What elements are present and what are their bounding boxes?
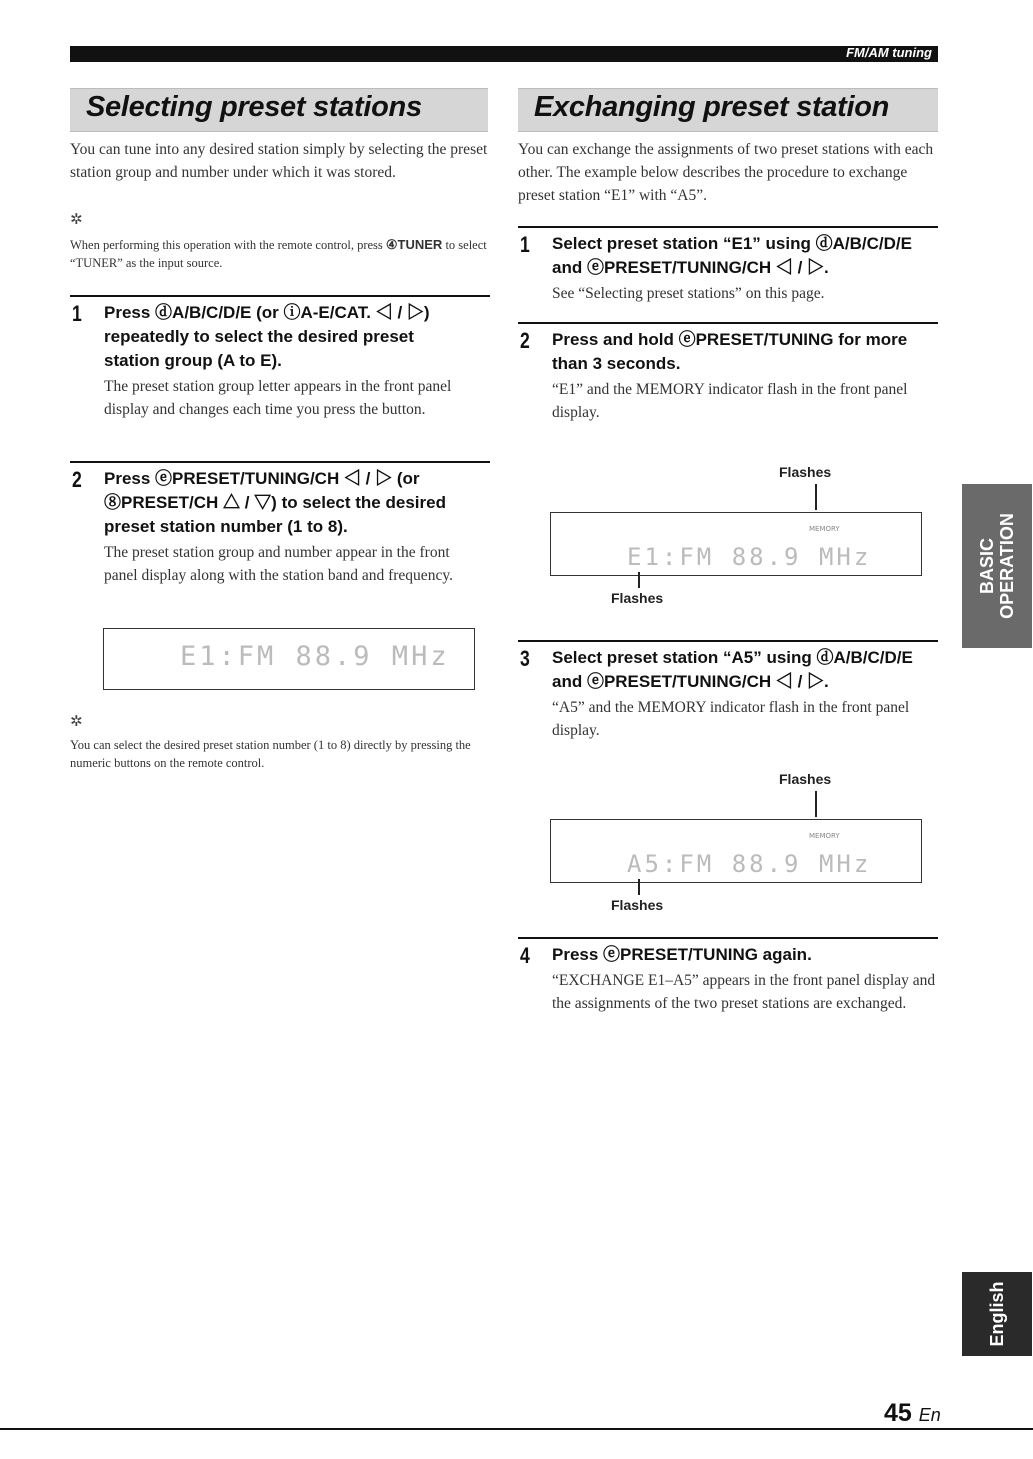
side-tab-label: BASIC OPERATION [977,513,1017,619]
flashes-label: Flashes [611,897,664,913]
step-description: “A5” and the MEMORY indicator flash in the front panel display. [552,699,910,739]
callout-line [638,879,640,895]
side-tab-label: English [987,1281,1007,1347]
memory-indicator: MEMORY [809,832,840,840]
step-number: 1 [72,301,82,326]
flashes-label: Flashes [611,590,664,606]
tip-1-key: ④TUNER [385,237,443,252]
step-description: The preset station group letter appears in the front panel display and changes each time you press the button. [104,378,452,418]
tip-1-pre: When performing this operation with the remote control, press [70,238,383,252]
right-section-banner [518,88,938,132]
step-title: Select preset station “A5” using ⓓA/B/C/D/E and ⓔPRESET/TUNING/CH ◁ / ▷. [552,648,913,691]
flashes-label: Flashes [779,464,832,480]
left-step-2 [70,461,490,613]
right-step-2 [518,322,938,424]
step-title: Press ⓔPRESET/TUNING again. [552,945,812,964]
page-number-suffix: En [918,1405,941,1425]
page-number-value: 45 [884,1399,912,1427]
left-tip-2: You can select the desired preset station number (1 to 8) directly by pressing the numeric buttons on the remote control. [70,738,471,770]
tip-1-post: to select “TUNER” as the input source. [70,238,487,270]
left-intro: You can tune into any desired station simply by selecting the preset station group and number under which it was stored. [70,141,488,181]
step-description: The preset station group and number appear in the front panel display along with the station band and frequency. [104,544,453,584]
tip-lightbulb-icon: ✲ [70,712,83,730]
front-panel-display-e1 [550,512,922,576]
step-description: See “Selecting preset stations” on this page. [552,285,825,302]
right-section-heading: Exchanging preset station [534,91,890,123]
display-text: A5:FM 88.9 MHz [627,850,872,878]
left-step-1 [70,295,490,447]
display-text: E1:FM 88.9 MHz [627,543,872,571]
callout-line [815,484,817,510]
right-step-1 [518,226,938,308]
right-step-4 [518,937,938,1049]
left-section-banner [70,88,488,132]
step-number: 2 [72,467,82,492]
section-header-bar [70,46,938,62]
left-tip-1 [70,236,488,272]
step-number: 3 [520,646,530,671]
step-number: 2 [520,328,530,353]
right-intro: You can exchange the assignments of two preset stations with each other. The example below describes the procedure to exchange preset station “E1” with “A5”. [518,141,934,204]
flashes-label: Flashes [779,771,832,787]
step-title: Press ⓔPRESET/TUNING/CH ◁ / ▷ (or ⑧PRESET/CH △ / ▽) to select the desired preset station number (1 to 8). [104,469,446,536]
tip-lightbulb-icon: ✲ [70,210,83,228]
side-tab-english [962,1272,1032,1356]
section-header-title: FM/AM tuning [846,45,932,60]
page-number [884,1399,941,1428]
step-description: “EXCHANGE E1–A5” appears in the front panel display and the assignments of the two preset stations are exchanged. [552,972,936,1012]
step-title: Press ⓓA/B/C/D/E (or ⓘA-E/CAT. ◁ / ▷) repeatedly to select the desired preset station group (A to E). [104,303,430,370]
step-title: Select preset station “E1” using ⓓA/B/C/D/E and ⓔPRESET/TUNING/CH ◁ / ▷. [552,234,912,277]
left-section-heading: Selecting preset stations [86,91,422,123]
memory-indicator: MEMORY [809,525,840,533]
callout-line [638,572,640,588]
front-panel-display [103,628,475,690]
side-tab-basic-operation [962,484,1032,648]
display-text: E1:FM 88.9 MHz [180,641,450,672]
step-number: 1 [520,232,530,257]
callout-line [815,791,817,817]
right-step-3 [518,640,938,742]
step-description: “E1” and the MEMORY indicator flash in the front panel display. [552,381,908,421]
step-number: 4 [520,943,530,968]
step-title: Press and hold ⓔPRESET/TUNING for more than 3 seconds. [552,330,908,373]
front-panel-display-a5 [550,819,922,883]
page-bottom-rule [0,1428,1033,1430]
